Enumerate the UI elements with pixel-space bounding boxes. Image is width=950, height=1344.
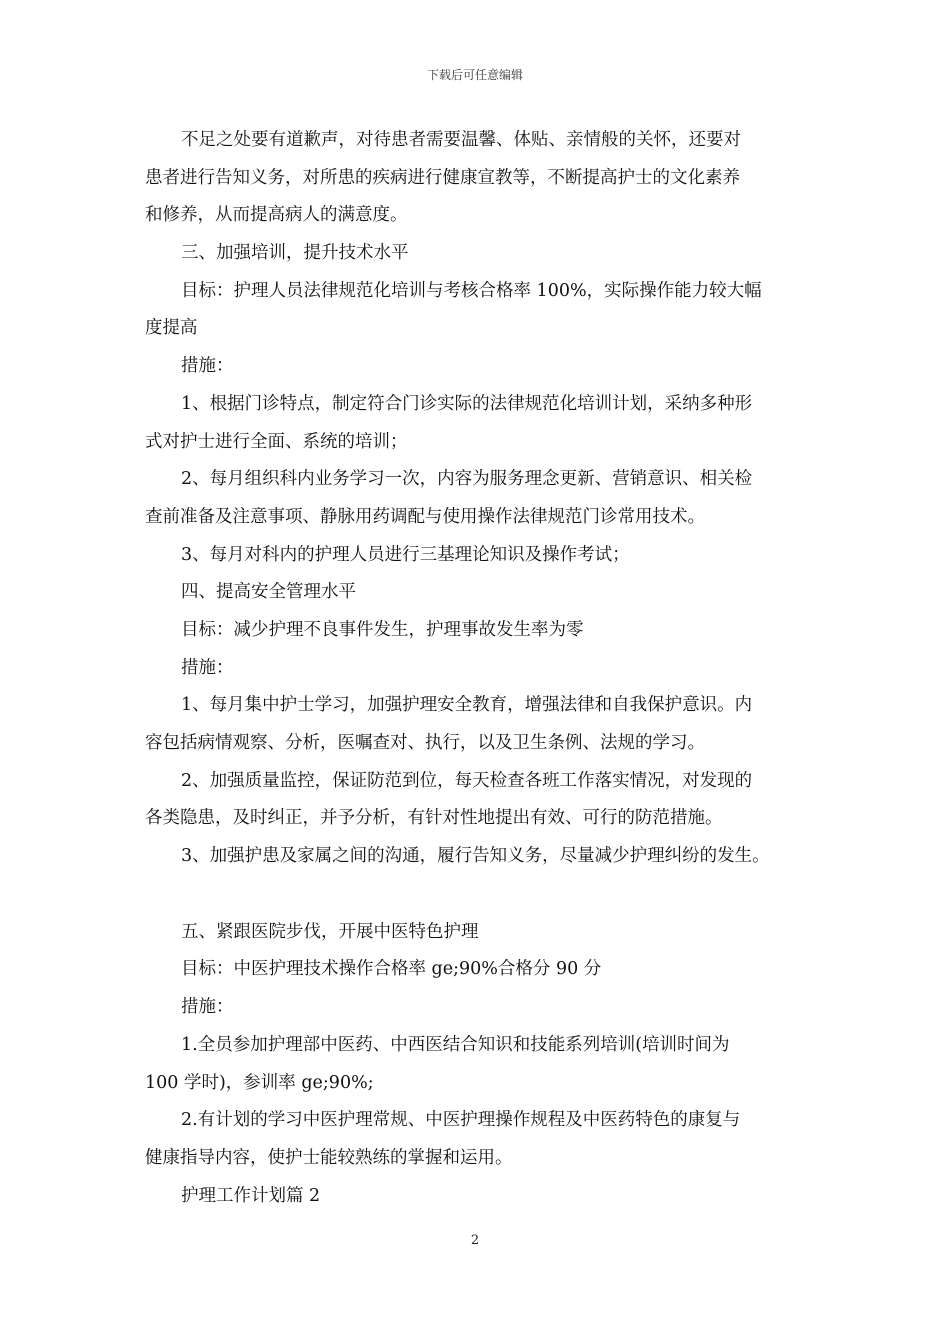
document-body — [145, 122, 817, 1215]
paragraph-line: 2、加强质量监控，保证防范到位，每天检查各班工作落实情况，对发现的 — [181, 770, 753, 791]
measures-label: 措施： — [181, 997, 234, 1018]
paragraph-line: 各类隐患，及时纠正，并予分析，有针对性地提出有效、可行的防范措施。 — [145, 808, 723, 829]
paragraph-line: 100 学时)，参训率 ge;90%; — [145, 1072, 374, 1093]
paragraph-line: 目标：护理人员法律规范化培训与考核合格率 100%，实际操作能力较大幅 — [181, 280, 762, 301]
section-heading: 护理工作计划篇 2 — [181, 1185, 321, 1206]
paragraph-line: 健康指导内容，使护士能较熟练的掌握和运用。 — [145, 1147, 513, 1168]
paragraph-line: 1.全员参加护理部中医药、中西医结合知识和技能系列培训(培训时间为 — [181, 1034, 730, 1055]
paragraph-line: 1、根据门诊特点，制定符合门诊实际的法律规范化培训计划，采纳多种形 — [181, 393, 753, 414]
paragraph-line: 查前准备及注意事项、静脉用药调配与使用操作法律规范门诊常用技术。 — [145, 506, 705, 527]
paragraph-line: 3、加强护患及家属之间的沟通，履行告知义务，尽量减少护理纠纷的发生。 — [181, 846, 770, 867]
section-heading: 五、紧跟医院步伐，开展中医特色护理 — [181, 921, 479, 942]
section-heading: 四、提高安全管理水平 — [181, 582, 356, 603]
paragraph-line: 度提高 — [145, 318, 198, 339]
paragraph-line: 3、每月对科内的护理人员进行三基理论知识及操作考试； — [181, 544, 630, 565]
paragraph-line: 2、每月组织科内业务学习一次，内容为服务理念更新、营销意识、相关检 — [181, 469, 753, 490]
page-header: 下载后可任意编辑 — [426, 68, 523, 82]
paragraph-line: 目标：减少护理不良事件发生，护理事故发生率为零 — [181, 619, 584, 640]
paragraph-line: 目标：中医护理技术操作合格率 ge;90%合格分 90 分 — [181, 959, 602, 980]
paragraph-line: 和修养，从而提高病人的满意度。 — [145, 205, 408, 226]
page-number: 2 — [470, 1233, 480, 1248]
paragraph-line: 容包括病情观察、分析，医嘱查对、执行，以及卫生条例、法规的学习。 — [145, 733, 705, 753]
paragraph-line: 不足之处要有道歉声，对待患者需要温馨、体贴、亲情般的关怀，还要对 — [181, 130, 741, 150]
measures-label: 措施： — [181, 356, 234, 377]
paragraph-line: 式对护士进行全面、系统的培训； — [145, 431, 408, 452]
measures-label: 措施： — [181, 657, 234, 678]
paragraph-line: 患者进行告知义务，对所患的疾病进行健康宣教等，不断提高护士的文化素养 — [145, 167, 740, 188]
section-heading: 三、加强培训，提升技术水平 — [181, 243, 409, 264]
paragraph-line: 2.有计划的学习中医护理常规、中医护理操作规程及中医药特色的康复与 — [181, 1110, 741, 1131]
paragraph-line: 1、每月集中护士学习，加强护理安全教育，增强法律和自我保护意识。内 — [181, 695, 753, 716]
paragraph-gap — [145, 876, 817, 914]
